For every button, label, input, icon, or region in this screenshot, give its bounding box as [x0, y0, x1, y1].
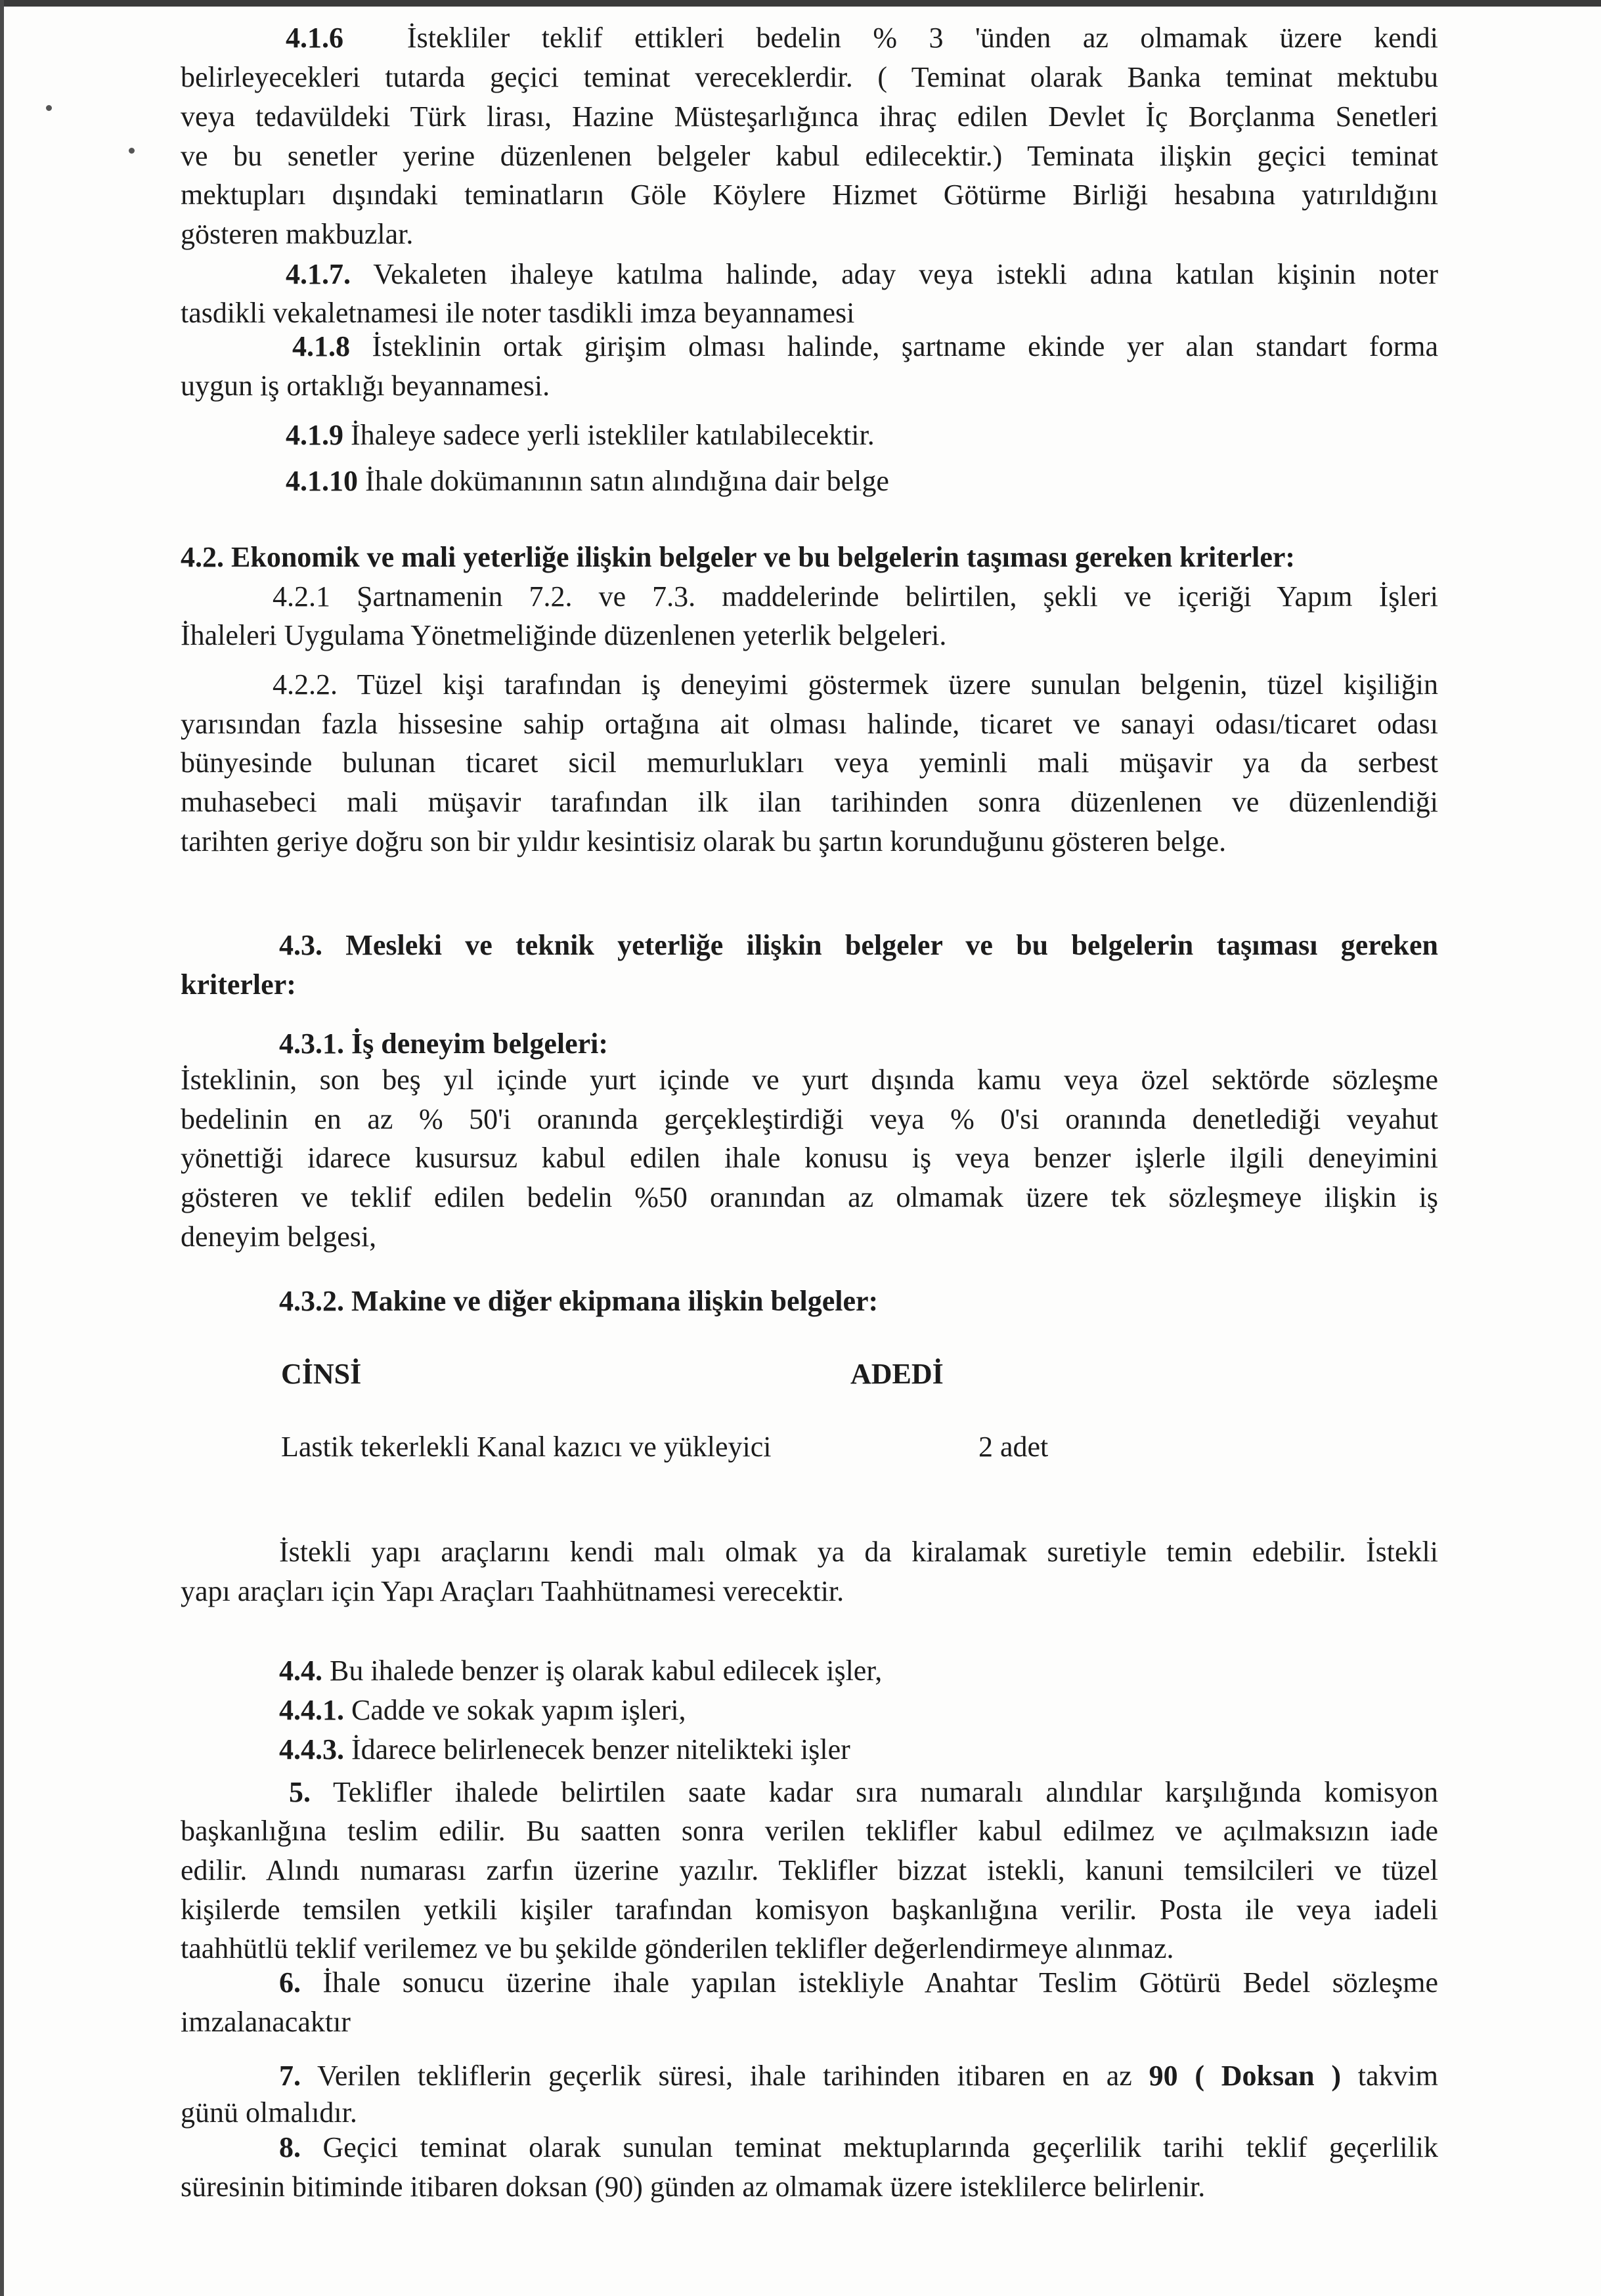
section-number: 4.2.2. — [273, 668, 338, 701]
heading-4-3-line-2: kriterler: — [181, 968, 296, 1001]
validity-days: 90 ( Doksan ) — [1149, 2060, 1342, 2092]
paragraph-4-1-6-line: mektupları dışındaki teminatların Göle Köylere Hizmet Götürme Birliği hesabına yatırıldığını — [181, 179, 1438, 211]
paragraph-4-2-1-line — [181, 576, 1438, 617]
text: Verilen tekliflerin geçerlik süresi, ihale tarihinden itibaren en az — [317, 2060, 1132, 2092]
paragraph-4-1-6-line: ve bu senetler yerine düzenlenen belgeler kabul edilecektir.) Teminata ilişkin geçici teminat — [181, 140, 1438, 172]
text: Teklifler ihalede belirtilen saate kadar sıra numaralı alındılar karşılığında komisyon — [332, 1776, 1438, 1808]
paragraph-8-line — [181, 2127, 1438, 2168]
paragraph-4-3-1-line: yönettiği idarece kusursuz kabul edilen ihale konusu iş veya benzer işlerle ilgili deneyimini — [181, 1142, 1438, 1174]
scan-edge-top — [0, 0, 1601, 7]
paragraph-4-1-10 — [181, 461, 1543, 502]
paragraph-4-4-3 — [181, 1729, 1537, 1770]
paragraph-4-2-2-line: yarısından fazla hissesine sahip ortağına ait olması halinde, ticaret ve sanayi odası/ticaret odası — [181, 708, 1438, 740]
paragraph-5-line — [181, 1772, 1438, 1813]
section-number: 4.1.6 — [286, 22, 343, 54]
section-number: 4.1.8 — [292, 330, 350, 362]
paragraph-4-2-2-line: bünyesinde bulunan ticaret sicil memurlukları veya yeminli mali müşavir ya da serbest — [181, 747, 1438, 779]
text: Tüzel kişi tarafından iş deneyimi göstermek üzere sunulan belgenin, tüzel kişiliğin — [357, 668, 1438, 701]
paragraph-4-1-9 — [181, 415, 1543, 456]
paragraph-4-3-1-line: deneyim belgesi, — [181, 1221, 377, 1253]
paragraph-4-3-1-line: gösteren ve teklif edilen bedelin %50 oranından az olmamak üzere tek sözleşmeye ilişkin iş — [181, 1181, 1438, 1213]
section-number: 4.1.10 — [286, 465, 358, 497]
paragraph-4-1-6-line: gösteren makbuzlar. — [181, 218, 414, 250]
paragraph-4-1-7-line: tasdikli vekaletnamesi ile noter tasdikli imza beyannamesi — [181, 297, 855, 329]
section-number: 4.4.3. — [279, 1733, 344, 1765]
scan-speck — [46, 105, 52, 111]
text: İdarece belirlenecek benzer nitelikteki işler — [351, 1733, 850, 1765]
section-number: 4.1.9 — [286, 419, 343, 451]
equipment-header-count: ADEDİ — [850, 1358, 944, 1390]
section-number: 4.4.1. — [279, 1694, 344, 1726]
text: takvim — [1357, 2060, 1438, 2092]
paragraph-8-line: süresinin bitiminde itibaren doksan (90) günden az olmamak üzere isteklilerce belirlenir. — [181, 2171, 1206, 2203]
paragraph-5-line: taahhütlü teklif verilemez ve bu şekilde gönderilen teklifler değerlendirmeye alınmaz. — [181, 1932, 1174, 1964]
text: İhaleye sadece yerli istekliler katılabilecektir. — [351, 419, 875, 451]
text: Cadde ve sokak yapım işleri, — [351, 1694, 686, 1726]
section-number: 4.1.7. — [286, 258, 351, 290]
paragraph-4-2-2-line: tarihten geriye doğru son bir yıldır kesintisiz olarak bu şartın korunduğunu gösteren belge. — [181, 825, 1227, 857]
paragraph-4-4-1 — [181, 1690, 1537, 1731]
paragraph-4-1-6-line — [181, 18, 1438, 58]
paragraph-7-line — [181, 2056, 1438, 2096]
scan-edge-left — [0, 0, 4, 2296]
paragraph-4-1-7-line — [181, 254, 1438, 295]
section-number: 4.4. — [279, 1655, 322, 1687]
section-number: 7. — [279, 2060, 301, 2092]
text: İhale dokümanının satın alındığına dair belge — [365, 465, 889, 497]
equipment-row-type: Lastik tekerlekli Kanal kazıcı ve yükleyici — [281, 1431, 772, 1463]
heading-4-2: 4.2. Ekonomik ve mali yeterliğe ilişkin belgeler ve bu belgelerin taşıması gereken kriterler: — [181, 541, 1296, 573]
section-number: 5. — [289, 1776, 311, 1808]
paragraph-4-3-1-line: İsteklinin, son beş yıl içinde yurt içinde ve yurt dışında kamu veya özel sektörde sözleşme — [181, 1064, 1438, 1096]
text: Vekaleten ihaleye katılma halinde, aday veya istekli adına katılan kişinin noter — [373, 258, 1438, 290]
text: İsteklinin ortak girişim olması halinde, şartname ekinde yer alan standart forma — [372, 330, 1438, 362]
paragraph-4-4 — [181, 1651, 1537, 1691]
paragraph-4-2-2-line: muhasebeci mali müşavir tarafından ilk ilan tarihinden sonra düzenlenen ve düzenlendiği — [181, 786, 1438, 818]
text: Bu ihalede benzer iş olarak kabul edilecek işler, — [330, 1655, 883, 1687]
paragraph-4-1-8-line: uygun iş ortaklığı beyannamesi. — [181, 370, 550, 402]
paragraph-7-line: günü olmalıdır. — [181, 2096, 357, 2129]
paragraph-6-line — [181, 1962, 1438, 2003]
section-number: 6. — [279, 1966, 301, 1999]
paragraph-5-line: kişilerde temsilen yetkili kişiler tarafından komisyon başkanlığına verilir. Posta ile veya iadeli — [181, 1894, 1438, 1926]
paragraph-6-line: imzalanacaktır — [181, 2006, 351, 2038]
paragraph-5-line: başkanlığına teslim edilir. Bu saatten sonra verilen teklifler kabul edilmez ve açılmaksızın iade — [181, 1815, 1438, 1847]
text: İstekliler teklif ettikleri bedelin % 3 'ünden az olmamak üzere kendi — [406, 22, 1438, 54]
section-number: 4.2.1 — [273, 580, 330, 613]
paragraph-araclar-line: yapı araçları için Yapı Araçları Taahhütnamesi verecektir. — [181, 1575, 844, 1607]
scan-speck — [129, 148, 135, 154]
section-number: 8. — [279, 2131, 301, 2163]
paragraph-4-1-6-line: veya tedavüldeki Türk lirası, Hazine Müsteşarlığınca ihraç edilen Devlet İç Borçlanma Senetleri — [181, 100, 1438, 133]
paragraph-5-line: edilir. Alındı numarası zarfın üzerine yazılır. Teklifler bizzat istekli, kanuni temsilcileri ve tüzel — [181, 1854, 1438, 1886]
text: Şartnamenin 7.2. ve 7.3. maddelerinde belirtilen, şekli ve içeriği Yapım İşleri — [357, 580, 1438, 613]
paragraph-4-1-8-line — [181, 326, 1438, 367]
heading-4-3: 4.3. Mesleki ve teknik yeterliğe ilişkin belgeler ve bu belgelerin taşıması gereken — [279, 929, 1438, 961]
paragraph-4-2-1-line: İhaleleri Uygulama Yönetmeliğinde düzenlenen yeterlik belgeleri. — [181, 619, 947, 651]
heading-4-3-1: 4.3.1. İş deneyim belgeleri: — [279, 1028, 609, 1060]
paragraph-4-1-6-line: belirleyecekleri tutarda geçici teminat vereceklerdir. ( Teminat olarak Banka teminat mektubu — [181, 61, 1438, 93]
text: İhale sonucu üzerine ihale yapılan istekliyle Anahtar Teslim Götürü Bedel sözleşme — [322, 1966, 1438, 1999]
paragraph-4-3-1-line: bedelinin en az % 50'i oranında gerçekleştirdiği veya % 0'si oranında denetlediği veyahut — [181, 1103, 1438, 1135]
paragraph-4-2-2-line — [181, 664, 1438, 705]
text: Geçici teminat olarak sunulan teminat mektuplarında geçerlilik tarihi teklif geçerlilik — [322, 2131, 1438, 2163]
equipment-row-count: 2 adet — [978, 1431, 1049, 1463]
paragraph-araclar-line: İstekli yapı araçlarını kendi malı olmak ya da kiralamak suretiyle temin edebilir. İstekli — [279, 1536, 1438, 1568]
equipment-header-type: CİNSİ — [281, 1358, 362, 1390]
heading-4-3-2: 4.3.2. Makine ve diğer ekipmana ilişkin belgeler: — [279, 1285, 879, 1317]
